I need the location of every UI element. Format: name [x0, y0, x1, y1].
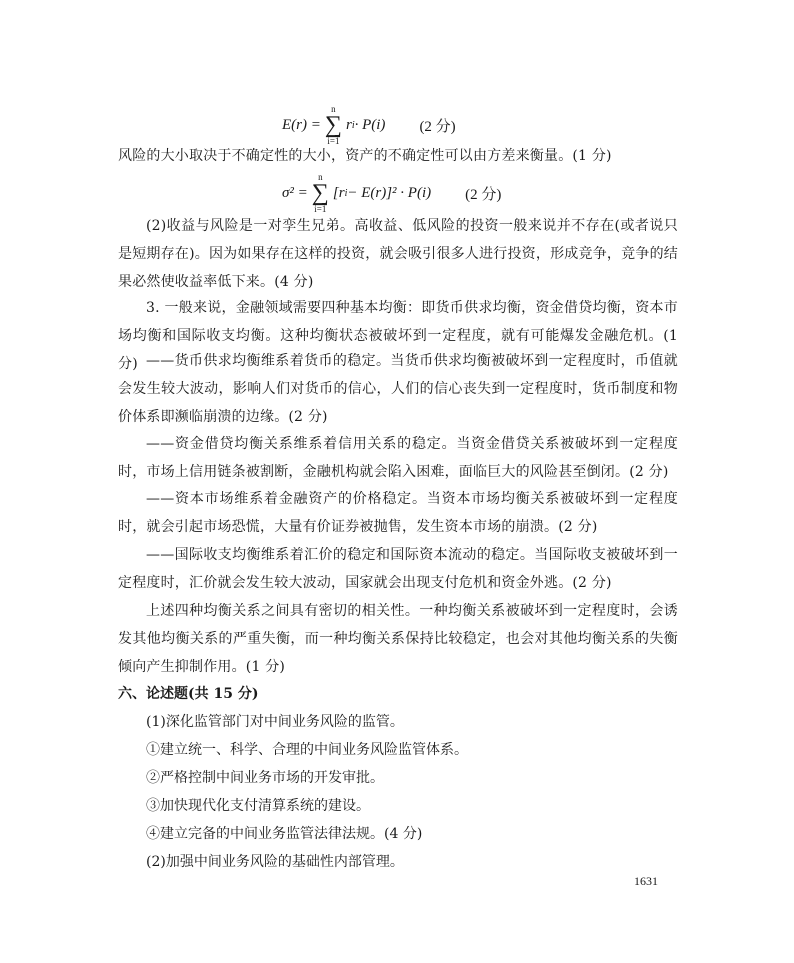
- list-item: (2)加强中间业务风险的基础性内部管理。: [146, 854, 404, 870]
- section-six-heading: 六、论述题(共 15 分): [118, 686, 259, 702]
- paragraph-money-balance: ——货币供求均衡维系着货币的稳定。当货币供求均衡被破坏到一定程度时，币值就会发生较大波动，影响人们对货币的信心，人们的信心丧失到一定程度时，货币制度和物价体系即濒临崩溃的边缘。(2 分): [118, 353, 678, 425]
- paragraph-four-balances: 3. 一般来说，金融领域需要四种基本均衡：即货币供求均衡，资金借贷均衡，资本市场均衡和国际收支均衡。这种均衡状态被破坏到一定程度，就有可能爆发金融危机。(1 分): [118, 300, 678, 372]
- page-number: 1631: [634, 874, 658, 888]
- risk-paragraph: 风险的大小取决于不确定性的大小，资产的不确定性可以由方差来衡量。(1 分): [118, 148, 612, 164]
- sum-lower-limit: i=1: [327, 136, 340, 146]
- formula1-score: (2 分): [419, 118, 456, 135]
- paragraph-correlation: 上述四种均衡关系之间具有密切的相关性。一种均衡关系被破坏到一定程度时，会诱发其他均衡关系的严重失衡，而一种均衡关系保持比较稳定，也会对其他均衡关系的失衡倾向产生抑制作用。(1 分): [118, 603, 678, 675]
- sum-upper-limit: n: [318, 172, 323, 182]
- formula1-tail: · P(i): [354, 116, 386, 133]
- formula2-lhs: σ² =: [282, 184, 308, 201]
- list-item: (1)深化监管部门对中间业务风险的监管。: [146, 714, 404, 730]
- formula2-body: [r: [332, 184, 345, 201]
- summation-symbol: n ∑ i=1: [324, 104, 342, 146]
- formula1-body: r: [345, 116, 352, 133]
- formula2-subscript: i: [344, 187, 348, 199]
- formula2-tail: − E(r)]² · P(i): [347, 184, 432, 201]
- summation-symbol: n ∑ i=1: [311, 172, 329, 214]
- variance-formula: [282, 172, 501, 214]
- paragraph-balance-of-payments: ——国际收支均衡维系着汇价的稳定和国际资本流动的稳定。当国际收支被破坏到一定程度时，汇价就会发生较大波动，国家就会出现支付危机和资金外逃。(2 分): [118, 547, 678, 591]
- list-item: ①建立统一、科学、合理的中间业务风险监管体系。: [146, 742, 468, 758]
- formula2-score: (2 分): [465, 186, 502, 203]
- expected-return-formula: [282, 104, 456, 146]
- paragraph-credit-balance: ——资金借贷均衡关系维系着信用关系的稳定。当资金借贷关系被破坏到一定程度时，市场上信用链条被割断，金融机构就会陷入困难，面临巨大的风险甚至倒闭。(2 分): [118, 436, 678, 480]
- list-item: ②严格控制中间业务市场的开发审批。: [146, 770, 384, 786]
- paragraph-return-risk: (2)收益与风险是一对孪生兄弟。高收益、低风险的投资一般来说并不存在(或者说只是短期存在)。因为如果存在这样的投资，就会吸引很多人进行投资，形成竞争，竞争的结果必然使收益率低下来。(4 分): [118, 218, 678, 290]
- list-item: ④建立完备的中间业务监管法律法规。(4 分): [146, 826, 423, 842]
- paragraph-capital-market: ——资本市场维系着金融资产的价格稳定。当资本市场均衡关系被破坏到一定程度时，就会引起市场恐慌，大量有价证券被抛售，发生资本市场的崩溃。(2 分): [118, 491, 678, 535]
- sum-upper-limit: n: [331, 104, 336, 114]
- list-item: ③加快现代化支付清算系统的建设。: [146, 798, 370, 814]
- sum-lower-limit: i=1: [314, 204, 327, 214]
- formula1-subscript: i: [351, 119, 355, 131]
- formula1-lhs: E(r) =: [282, 116, 321, 133]
